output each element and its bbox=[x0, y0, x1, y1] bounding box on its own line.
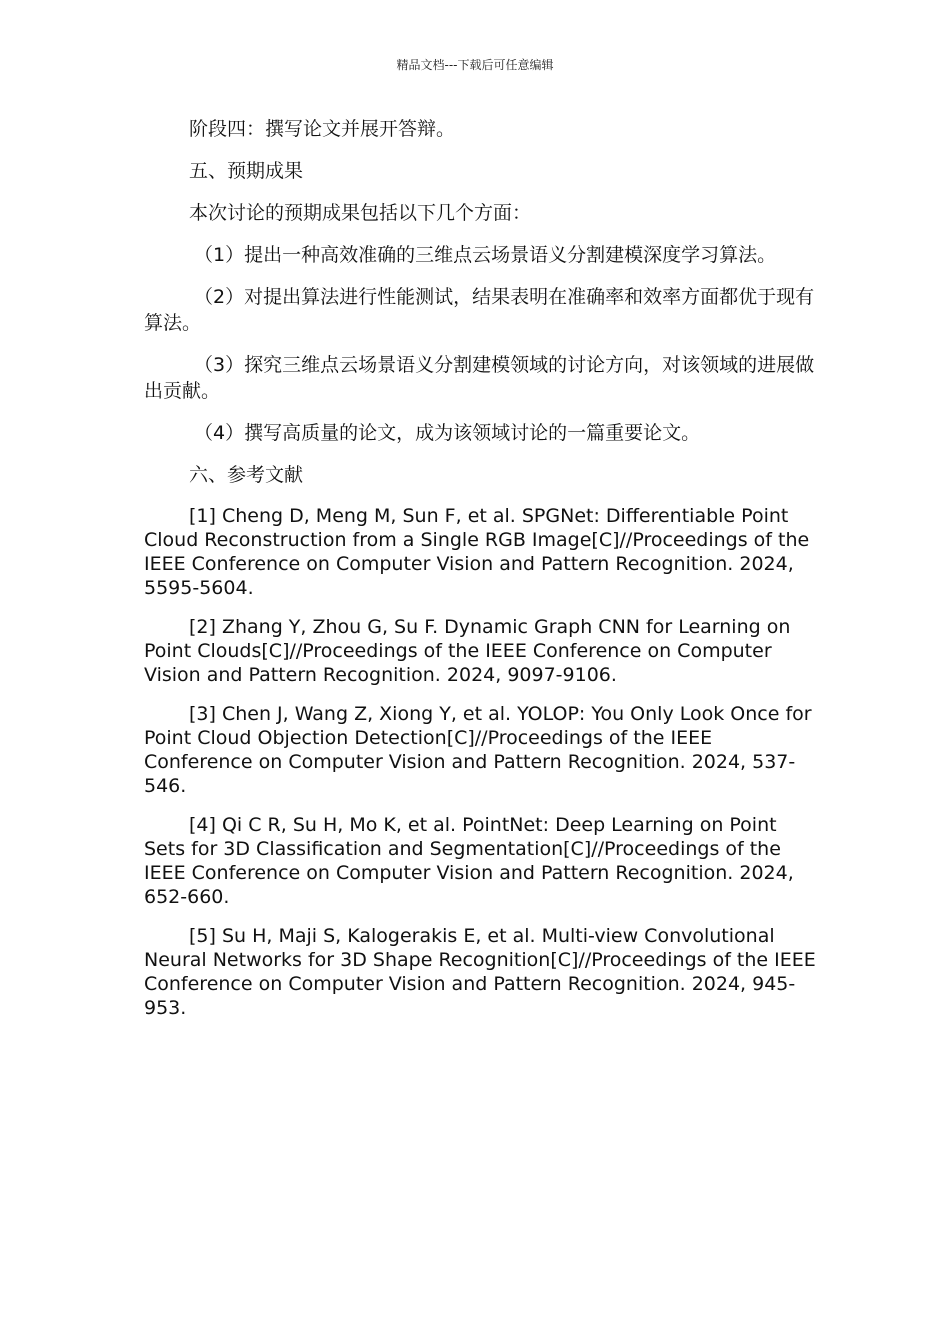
reference-item: [3] Chen J, Wang Z, Xiong Y, et al. YOLOP: You Only Look Once for Point Cloud Objection Detection[C]//Proceedings of the IEEE Conference on Computer Vision and Pattern Recognition. 2024, 537-546. bbox=[144, 703, 812, 797]
reference-item: [2] Zhang Y, Zhou G, Su F. Dynamic Graph CNN for Learning on Point Clouds[C]//Proceedings of the IEEE Conference on Computer Vision and Pattern Recognition. 2024, 9097-9106. bbox=[144, 616, 791, 686]
page-header: 精品文档---下载后可任意编辑 bbox=[396, 58, 554, 72]
outcome-item: （4）撰写高质量的论文，成为该领域讨论的一篇重要论文。 bbox=[194, 422, 701, 444]
section-five-intro: 本次讨论的预期成果包括以下几个方面： bbox=[189, 202, 532, 224]
outcome-item: （2）对提出算法进行性能测试，结果表明在准确率和效率方面都优于现有算法。 bbox=[144, 286, 815, 334]
document-body bbox=[144, 116, 816, 1035]
stage-four-paragraph: 阶段四：撰写论文并展开答辩。 bbox=[189, 118, 456, 140]
reference-item: [5] Su H, Maji S, Kalogerakis E, et al. Multi-view Convolutional Neural Networks for 3D Shape Recognition[C]//Proceedings of the IEEE Conference on Computer Vision and Pattern Recognition. 2024, 945-953. bbox=[144, 925, 816, 1019]
section-six-heading: 六、参考文献 bbox=[189, 464, 304, 486]
outcome-item: （3）探究三维点云场景语义分割建模领域的讨论方向，对该领域的进展做出贡献。 bbox=[144, 354, 815, 402]
outcome-item: （1）提出一种高效准确的三维点云场景语义分割建模深度学习算法。 bbox=[194, 244, 777, 266]
section-five-heading: 五、预期成果 bbox=[189, 160, 304, 182]
reference-item: [1] Cheng D, Meng M, Sun F, et al. SPGNet: Differentiable Point Cloud Reconstruction from a Single RGB Image[C]//Proceedings of the IEEE Conference on Computer Vision and Pattern Recognition. 2024, 5595-5604. bbox=[144, 505, 810, 599]
reference-item: [4] Qi C R, Su H, Mo K, et al. PointNet: Deep Learning on Point Sets for 3D Classification and Segmentation[C]//Proceedings of the IEEE Conference on Computer Vision and Pattern Recognition. 2024, 652-660. bbox=[144, 814, 794, 908]
